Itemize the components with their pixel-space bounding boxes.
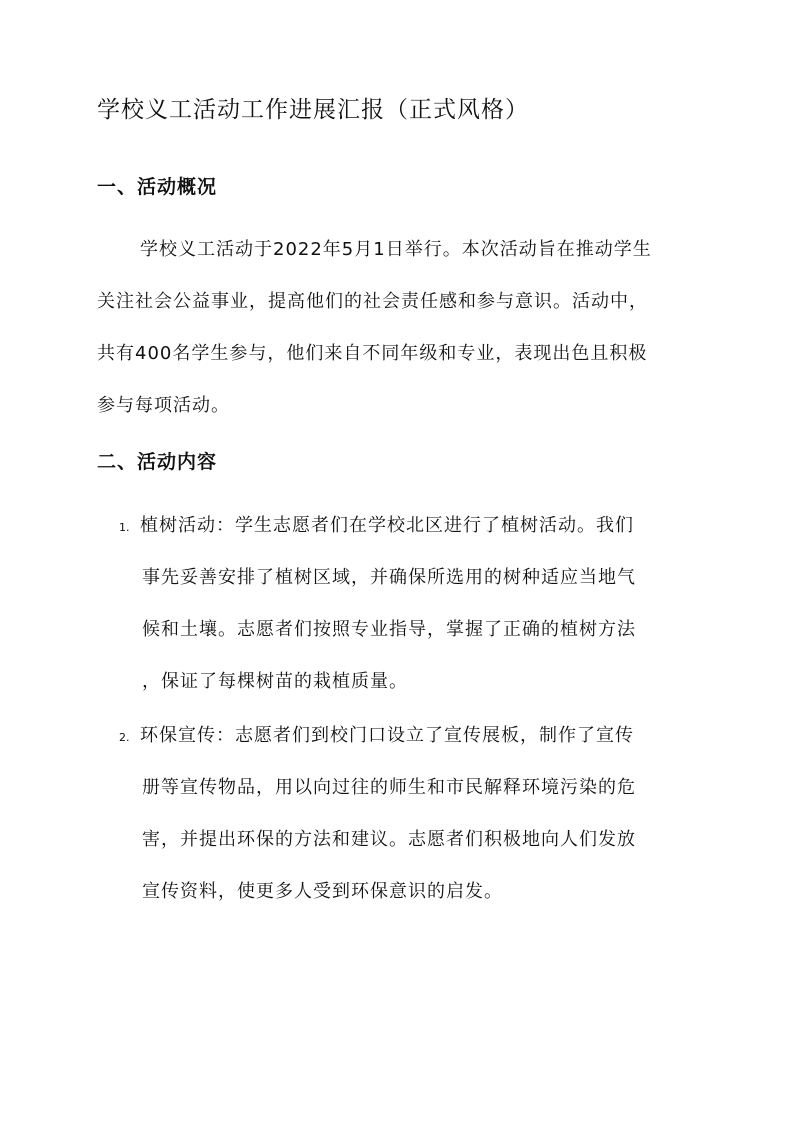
list-item-line: 害，并提出环保的方法和建议。志愿者们积极地向人们发放 bbox=[142, 829, 636, 850]
section-heading-overview: 一、活动概况 bbox=[97, 176, 218, 198]
paragraph-line: 关注社会公益事业，提高他们的社会责任感和参与意识。活动中， bbox=[97, 291, 648, 312]
paragraph-line: 共有400名学生参与，他们来自不同年级和专业，表现出色且积极 bbox=[97, 343, 648, 364]
list-item-text bbox=[140, 500, 700, 708]
list-item-number: 2. bbox=[119, 731, 130, 744]
list-item-line: 册等宣传物品，用以向过往的师生和市民解释环境污染的危 bbox=[142, 777, 636, 798]
list-item-number: 1. bbox=[119, 521, 130, 534]
list-item-line: 事先妥善安排了植树区域，并确保所选用的树种适应当地气 bbox=[142, 567, 636, 588]
list-item-line: 植树活动：学生志愿者们在学校北区进行了植树活动。我们 bbox=[140, 515, 634, 536]
paragraph-line: 参与每项活动。 bbox=[97, 395, 230, 416]
list-item-line: 环保宣传：志愿者们到校门口设立了宣传展板，制作了宣传 bbox=[140, 725, 634, 746]
section-heading-content: 二、活动内容 bbox=[97, 451, 218, 473]
list-item-line: 宣传资料，使更多人受到环保意识的启发。 bbox=[142, 881, 503, 902]
overview-paragraph bbox=[97, 224, 697, 432]
list-item-text bbox=[140, 710, 700, 918]
list-item-line: 候和土壤。志愿者们按照专业指导，掌握了正确的植树方法 bbox=[142, 619, 636, 640]
paragraph-line: 学校义工活动于2022年5月1日举行。本次活动旨在推动学生 bbox=[140, 239, 652, 260]
list-item-line: ，保证了每棵树苗的栽植质量。 bbox=[142, 671, 408, 692]
document-title: 学校义工活动工作进展汇报（正式风格） bbox=[97, 97, 529, 123]
